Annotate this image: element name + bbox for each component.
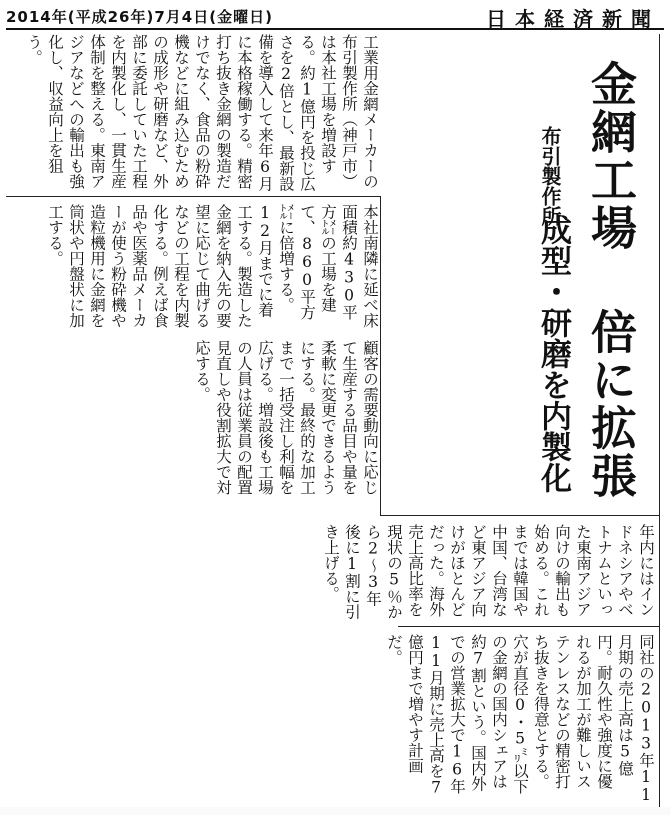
article-paragraph-2: 本社南隣に延べ床面積約430平方㍍の工場を建て、860平方㍍に倍増する。12月までに着工する。製造した金網を納入先の要望に応じて曲げるなどの工程を内製化する。例えば食品や医薬品メーカーが使う粉砕機や造粒機用に金網を筒状や円盤状に加工する。 bbox=[46, 204, 379, 328]
publication-date: 2014年(平成26年)7月4日(金曜日) bbox=[6, 8, 273, 26]
article-company: 布引製作所 bbox=[538, 126, 562, 226]
right-border-rule bbox=[659, 34, 660, 812]
newspaper-name: 日本経済新聞 bbox=[486, 7, 660, 31]
page-edge bbox=[0, 807, 670, 815]
article-subhead: 成型・研磨を内製化 bbox=[535, 214, 571, 493]
article-paragraph-4: 年内にはインドネシアやベトナムといった東南アジア向けの輸出も始める。これまでは韓国や中国、台湾など東アジア向けがほとんどだった。海外売上高比率を現状の5％から2～3年後に1割に引き上げる。 bbox=[322, 524, 655, 620]
headline-divider bbox=[380, 515, 659, 516]
article-paragraph-3: 顧客の需要動向に応じて生産する品目や量を柔軟に変更できるようにする。最終的な加工まで一括受注し利幅を広げる。増設後も工場の人員は従業員の配置見直しや役割拡大で対応する。 bbox=[193, 340, 379, 495]
section-divider-upper bbox=[6, 196, 380, 197]
column-rule bbox=[380, 196, 381, 516]
article-paragraph-1: 工業用金網メーカーの布引製作所（神戸市）は本社工場を増設する。約1億円を投じ広さを2倍とし、最新設備を導入して来年6月に本格稼働する。精密打ち抜き金網の製造だけでなく、食品の粉砕機などに組み込むための成形や研磨など、外部に委託していた工程を内製化し、一貫生産体制を整える。東南アジアなどへの輸出も強化し、収益向上を狙う。 bbox=[25, 34, 379, 192]
newspaper-header bbox=[6, 2, 664, 30]
article-headline: 金網工場 倍に拡張 bbox=[584, 60, 638, 500]
article-paragraph-5: 同社の2013年11月期の売上高は5億円。耐久性や強度に優れるが加工が難しいステンレスなどの精密打ち抜きを得意とする。穴が直径0・5㍉以下の金網の国内シェアは約7割という。国内外での営業拡大で16年11月期に売上高を7億円まで増やす計画だ。 bbox=[385, 634, 655, 804]
section-divider-lower bbox=[398, 626, 659, 627]
